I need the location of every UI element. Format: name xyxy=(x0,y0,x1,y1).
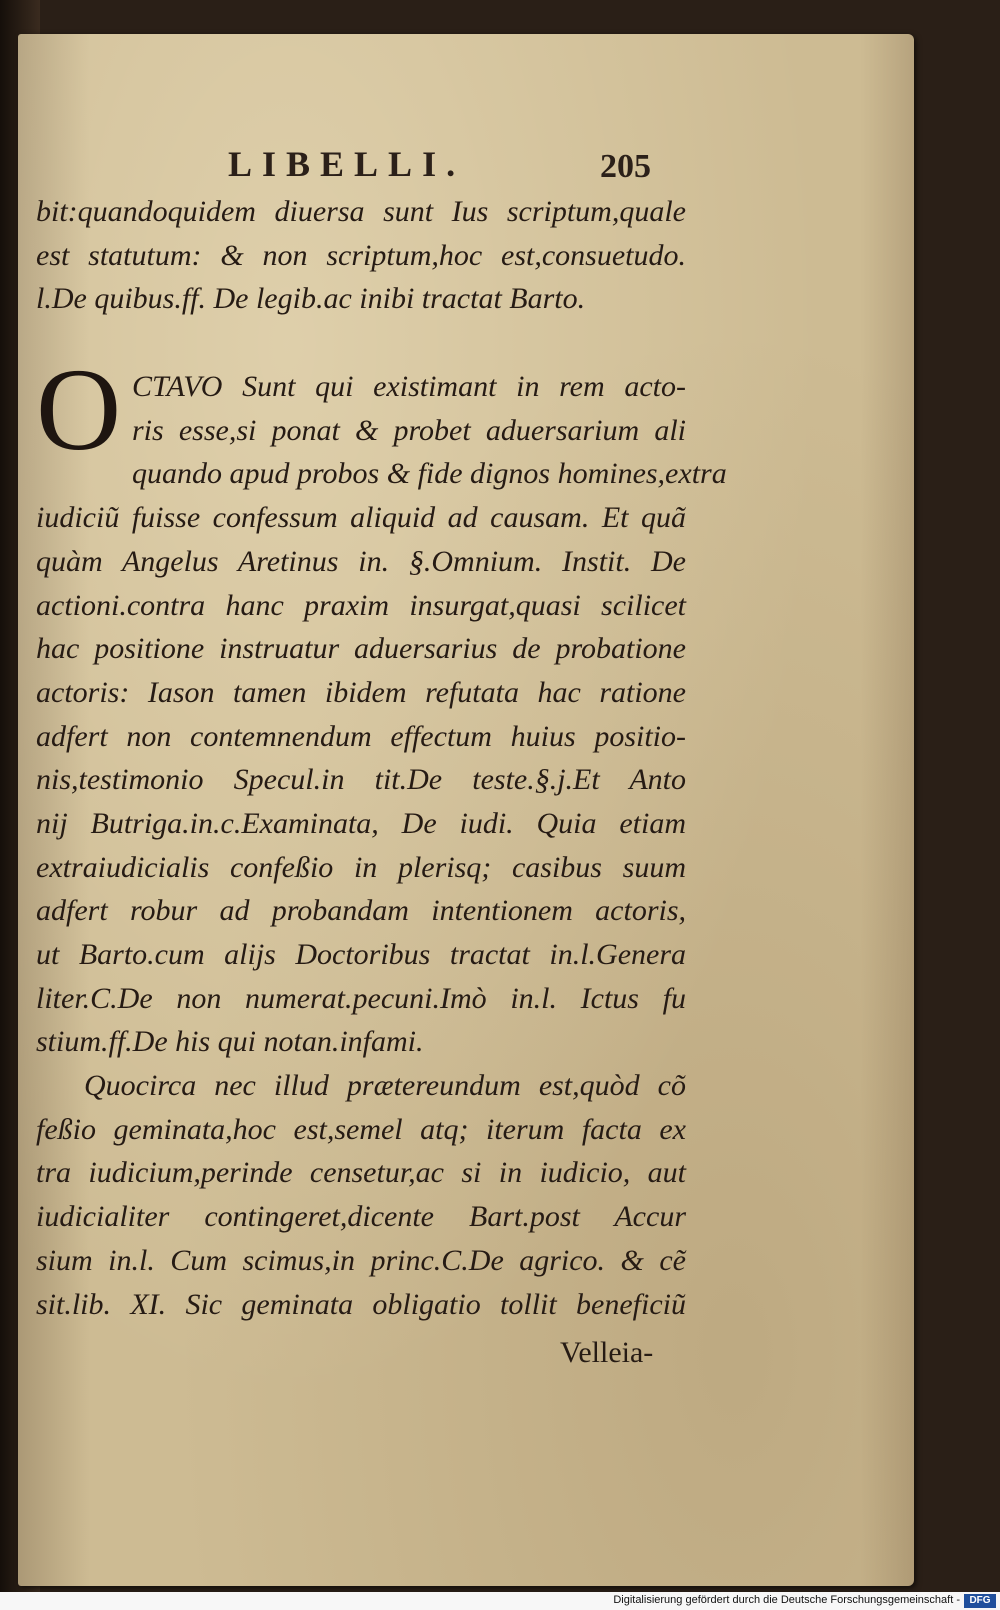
text-line: iudiciũ fuisse confessum aliquid ad causam. Et quã xyxy=(36,501,686,535)
text-line: actioni.contra hanc praxim insurgat,quasi scilicet xyxy=(36,588,686,622)
text-line: est statutum: & non scriptum,hoc est,consuetudo. xyxy=(36,238,686,272)
text-line: adfert robur ad probandam intentionem actoris, xyxy=(36,894,686,928)
footer-credit: Digitalisierung gefördert durch die Deutsche Forschungsgemeinschaft - xyxy=(613,1594,960,1606)
text-line: sit.lib. XI. Sic geminata obligatio tollit beneficiũ xyxy=(36,1287,686,1321)
text-line: quando apud probos & fide dignos homines,extra xyxy=(132,457,727,491)
text-line: feßio geminata,hoc est,semel atq; iterum facta ex xyxy=(36,1112,686,1146)
text-line: hac positione instruatur aduersarius de probatione xyxy=(36,632,686,666)
paragraph-2 xyxy=(36,344,727,1064)
page-body xyxy=(36,190,727,1326)
paragraph-3 xyxy=(36,1064,686,1326)
text-line: CTAVO Sunt qui existimant in rem acto- xyxy=(132,370,686,404)
page-number: 205 xyxy=(600,148,651,185)
text-line: l.De quibus.ff. De legib.ac inibi tractat Barto. xyxy=(36,282,586,316)
catchword: Velleia- xyxy=(560,1336,654,1369)
text-line: stium.ff.De his qui notan.infami. xyxy=(36,1025,424,1059)
text-line: extraiudicialis confeßio in plerisq; casibus suum xyxy=(36,850,686,884)
text-line: ris esse,si ponat & probet aduersarium ali xyxy=(132,413,686,447)
text-line: bit:quandoquidem diuersa sunt Ius scriptum,quale xyxy=(36,195,686,228)
paragraph-1 xyxy=(36,190,686,321)
text-line: Quocirca nec illud prætereundum est,quòd cõ xyxy=(84,1069,686,1103)
text-line: adfert non contemnendum effectum huius positio- xyxy=(36,719,686,753)
text-line: nis,testimonio Specul.in tit.De teste.§.j.Et Anto xyxy=(36,763,686,797)
drop-capital: O xyxy=(36,344,122,476)
text-line: nij Butriga.in.c.Examinata, De iudi. Quia etiam xyxy=(36,806,686,840)
text-line: liter.C.De non numerat.pecuni.Imò in.l. Ictus fu xyxy=(36,981,686,1015)
text-line: tra iudicium,perinde censetur,ac si in iudicio, aut xyxy=(36,1156,686,1190)
running-title: LIBELLI. xyxy=(228,144,466,184)
dfg-logo-icon: DFG xyxy=(964,1594,996,1608)
text-line: iudicialiter contingeret,dicente Bart.post Accur xyxy=(36,1200,686,1234)
text-line: actoris: Iason tamen ibidem refutata hac ratione xyxy=(36,675,686,709)
text-line: ut Barto.cum alijs Doctoribus tractat in.l.Genera xyxy=(36,938,686,971)
text-line: quàm Angelus Aretinus in. §.Omnium. Instit. De xyxy=(36,544,686,578)
text-line: sium in.l. Cum scimus,in princ.C.De agrico. & cẽ xyxy=(36,1243,686,1277)
